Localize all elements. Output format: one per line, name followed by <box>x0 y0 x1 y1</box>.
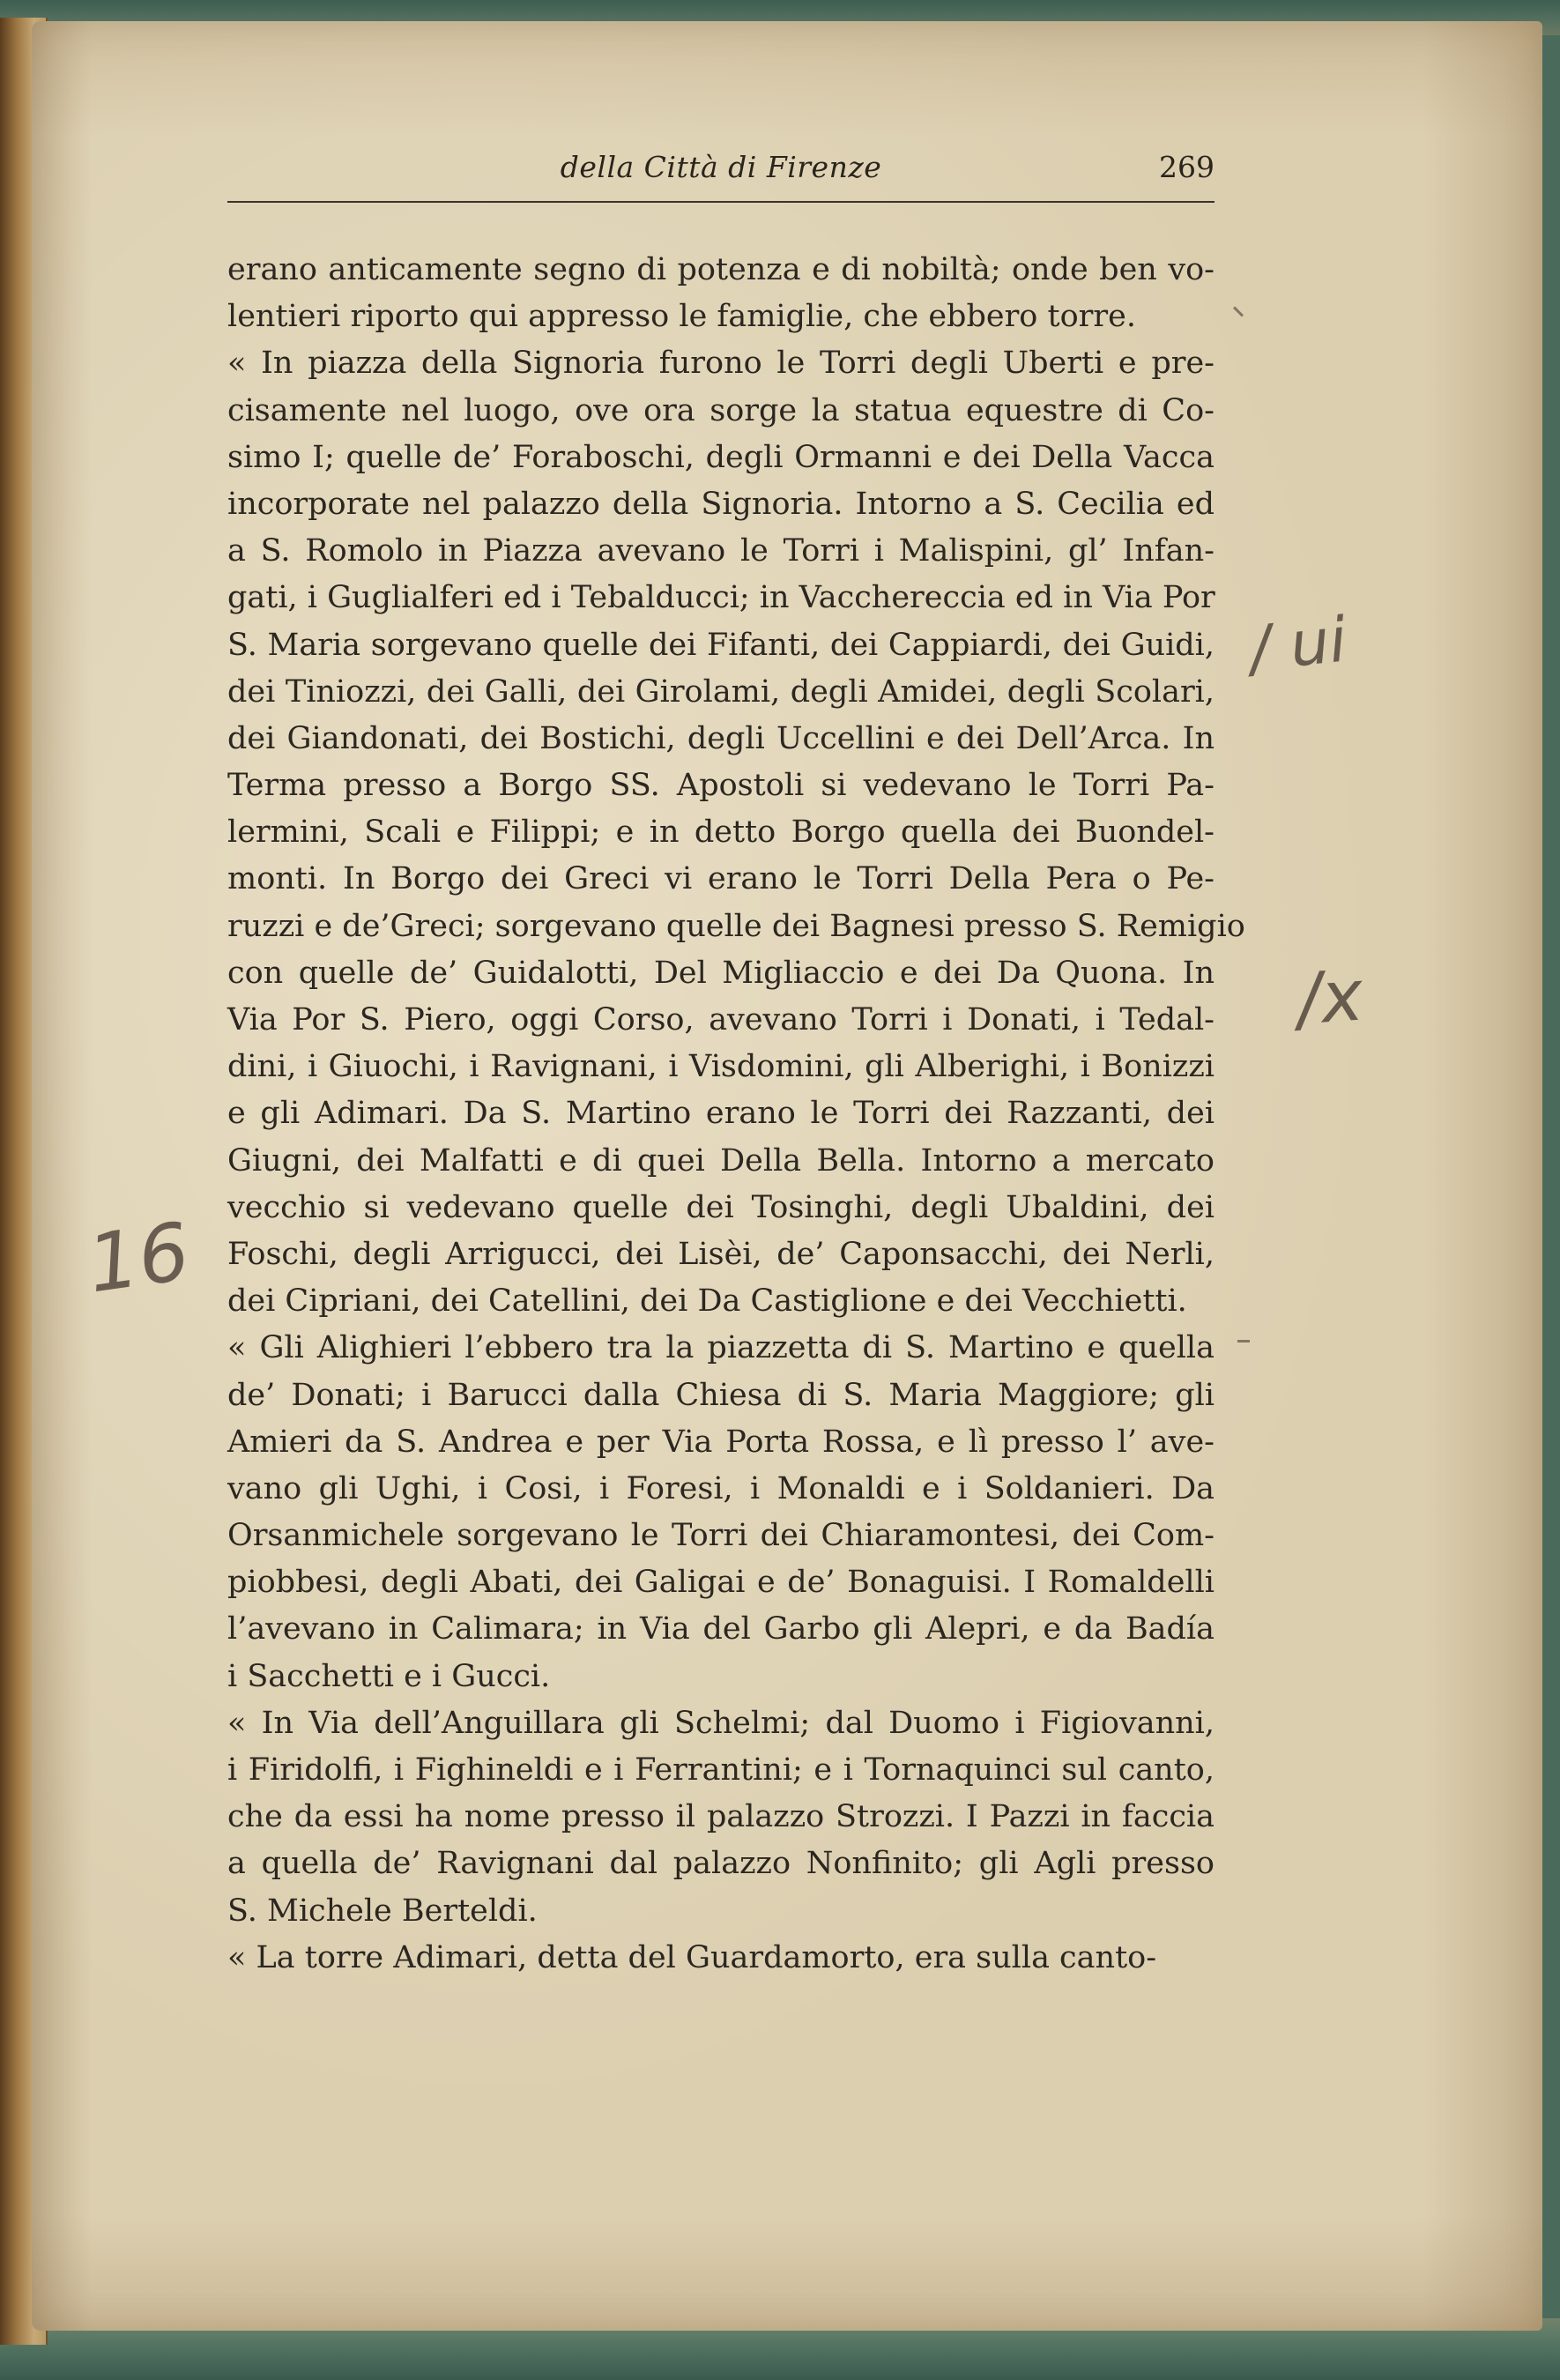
text-line: « In piazza della Signoria furono le Torri degli Uberti e pre- <box>227 346 1215 382</box>
text-line: incorporate nel palazzo della Signoria. Intorno a S. Cecilia ed <box>227 486 1215 522</box>
text-line: gati, i Guglialferi ed i Tebalducci; in Vacchereccia ed in Via Por <box>227 580 1215 616</box>
text-line: con quelle de’ Guidalotti, Del Migliaccio e dei Da Quona. In <box>227 955 1215 991</box>
text-line: piobbesi, degli Abati, dei Galigai e de’ Bonaguisi. I Romaldelli <box>227 1565 1215 1601</box>
body-text <box>227 247 1245 1982</box>
page-number: 269 <box>1159 150 1215 184</box>
text-line: S. Michele Berteldi. <box>227 1893 538 1929</box>
text-line: che da essi ha nome presso il palazzo Strozzi. I Pazzi in faccia <box>227 1799 1215 1835</box>
text-line: vecchio si vedevano quelle dei Tosinghi, degli Ubaldini, dei <box>227 1189 1215 1225</box>
text-line: a quella de’ Ravignani dal palazzo Nonfinito; gli Agli presso <box>227 1846 1215 1882</box>
text-line: Orsanmichele sorgevano le Torri dei Chiaramontesi, dei Com- <box>227 1518 1215 1554</box>
text-line: Via Por S. Piero, oggi Corso, avevano Torri i Donati, i Tedal- <box>227 1002 1215 1038</box>
text-line: dei Tiniozzi, dei Galli, dei Girolami, degli Amidei, degli Scolari, <box>227 673 1215 710</box>
margin-note-right-upper: / ui <box>1246 603 1350 686</box>
text-line: simo I; quelle de’ Foraboschi, degli Ormanni e dei Della Vacca <box>227 439 1215 475</box>
text-line: i Sacchetti e i Gucci. <box>227 1658 551 1694</box>
text-line: i Firidolfi, i Fighineldi e i Ferrantini; e i Tornaquinci sul canto, <box>227 1752 1215 1788</box>
text-line: Foschi, degli Arrigucci, dei Lisèi, de’ Caponsacchi, dei Nerli, <box>227 1236 1215 1272</box>
text-line: de’ Donati; i Barucci dalla Chiesa di S. Maria Maggiore; gli <box>227 1377 1215 1413</box>
text-line: « In Via dell’Anguillara gli Schelmi; dal Duomo i Figiovanni, <box>227 1705 1215 1741</box>
running-head-title: della Città di Firenze <box>560 150 882 184</box>
text-line: erano anticamente segno di potenza e di nobiltà; onde ben vo- <box>227 252 1215 287</box>
text-line: vano gli Ughi, i Cosi, i Foresi, i Monaldi e i Soldanieri. Da <box>227 1470 1215 1506</box>
text-line: Terma presso a Borgo SS. Apostoli si vedevano le Torri Pa- <box>227 768 1215 804</box>
text-line: Giugni, dei Malfatti e di quei Della Bella. Intorno a mercato <box>227 1142 1215 1179</box>
text-line: lentieri riporto qui appresso le famiglie, che ebbero torre. <box>227 299 1136 335</box>
text-line: dei Cipriani, dei Catellini, dei Da Castiglione e dei Vecchietti. <box>227 1283 1187 1320</box>
text-line: e gli Adimari. Da S. Martino erano le Torri dei Razzanti, dei <box>227 1096 1215 1132</box>
margin-note-left: 16 <box>82 1205 196 1312</box>
text-line: a S. Romolo in Piazza avevano le Torri i Malispini, gl’ Infan- <box>227 533 1215 569</box>
text-line: Amieri da S. Andrea e per Via Porta Rossa, e lì presso l’ ave- <box>227 1424 1215 1460</box>
text-line: cisamente nel luogo, ove ora sorge la statua equestre di Co- <box>227 392 1215 428</box>
text-line: l’avevano in Calimara; in Via del Garbo gli Alepri, e da Badía <box>227 1611 1215 1647</box>
text-line: ruzzi e de’Greci; sorgevano quelle dei Bagnesi presso S. Remigio <box>227 908 1245 944</box>
running-head <box>227 143 1215 196</box>
header-rule <box>227 201 1215 203</box>
text-line: S. Maria sorgevano quelle dei Fifanti, dei Cappiardi, dei Guidi, <box>227 627 1215 663</box>
text-line: « La torre Adimari, detta del Guardamorto, era sulla canto- <box>227 1939 1157 1975</box>
text-line: monti. In Borgo dei Greci vi erano le Torri Della Pera o Pe- <box>227 861 1215 897</box>
text-line: dini, i Giuochi, i Ravignani, i Visdomini, gli Alberighi, i Bonizzi <box>227 1049 1215 1085</box>
text-line: dei Giandonati, dei Bostichi, degli Uccellini e dei Dell’Arca. In <box>227 720 1215 756</box>
pencil-tick <box>1237 1340 1250 1342</box>
margin-note-right-lower: /x <box>1294 954 1366 1041</box>
text-line: lermini, Scali e Filippi; e in detto Borgo quella dei Buondel- <box>227 814 1215 851</box>
text-line: « Gli Alighieri l’ebbero tra la piazzetta di S. Martino e quella <box>227 1330 1215 1366</box>
